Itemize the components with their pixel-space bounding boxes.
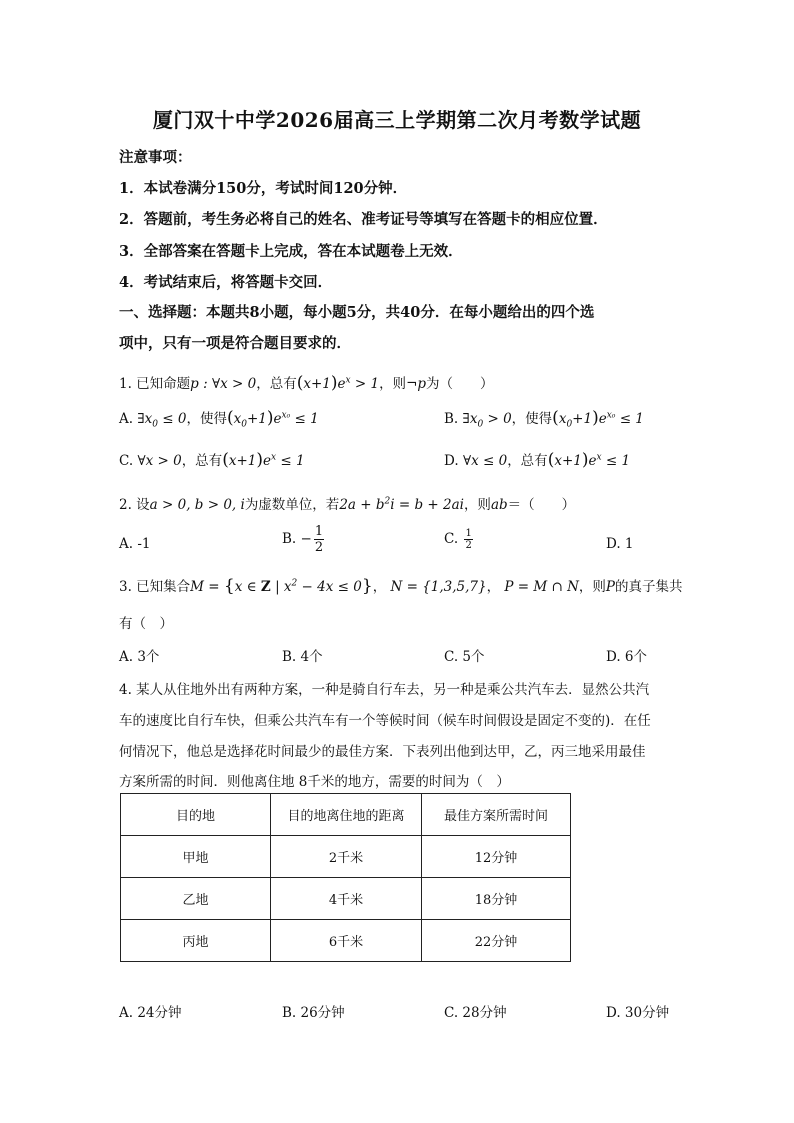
q2-fraction-c: $\frac{1}{2}$ — [465, 528, 472, 551]
q4-option-c[interactable]: C. 28分钟 — [444, 1005, 507, 1021]
table-row — [121, 878, 571, 920]
q1-formula: $(x+1)e^x > 1$ — [296, 373, 380, 393]
q4-option-a[interactable]: A. 24分钟 — [119, 1005, 182, 1021]
table-cell: 乙地 — [121, 878, 271, 920]
table-header-cell: 目的地离住地的距离 — [271, 794, 422, 836]
q1-stem — [119, 372, 494, 393]
q4-stem-line2: 车的速度比自行车快，但乘公共汽车有一个等候时间（候车时间假设是固定不变的)．在任 — [119, 713, 651, 729]
q2-option-d[interactable]: D. 1 — [606, 536, 634, 552]
section-heading-line2: 项中，只有一项是符合题目要求的． — [119, 335, 351, 352]
q1-end: 为（ ） — [426, 376, 494, 392]
q4-option-b[interactable]: B. 26分钟 — [282, 1005, 345, 1021]
distance-table — [120, 793, 571, 962]
q1-option-a[interactable]: A. $\exists x_0 \le 0$，使得$(x_0+1)e^{x_0} \le 1$ — [119, 408, 319, 430]
q1-tail: ，则 — [379, 376, 407, 392]
q1-lead: 1. 已知命题 — [119, 376, 191, 392]
q1-prop-p: p : ∀x > 0 — [190, 376, 257, 392]
table-cell: 丙地 — [121, 920, 271, 962]
q2-stem: 2. 设a > 0, b > 0, i为虚数单位，若$2a + b^2i = b + 2ai$，则ab＝（ ） — [119, 496, 576, 513]
table-cell: 18分钟 — [422, 878, 571, 920]
table-cell: 22分钟 — [422, 920, 571, 962]
notice-item-1: 1．本试卷满分150分，考试时间120分钟． — [119, 180, 408, 197]
table-cell: 12分钟 — [422, 836, 571, 878]
q2-option-b[interactable]: B. − $\frac{1}{2}$ — [282, 524, 324, 555]
q1-option-c[interactable]: C. ∀x > 0，总有$(x+1)e^x \le 1$ — [119, 450, 305, 470]
table-header-row — [121, 794, 571, 836]
table-header-cell: 目的地 — [121, 794, 271, 836]
q1-option-b[interactable]: B. $\exists x_0 > 0$，使得$(x_0+1)e^{x_0} \le 1$ — [444, 408, 644, 430]
table-header-cell: 最佳方案所需时间 — [422, 794, 571, 836]
notice-item-4: 4．考试结束后，将答题卡交回． — [119, 274, 333, 291]
table-cell: 4千米 — [271, 878, 422, 920]
q2-option-c[interactable]: C. $\frac{1}{2}$ — [444, 528, 472, 551]
q1-option-d[interactable]: D. ∀x ≤ 0，总有$(x+1)e^x \le 1$ — [444, 450, 631, 470]
section-heading-line1: 一、选择题：本题共8小题，每小题5分，共40分．在每小题给出的四个选 — [119, 304, 595, 321]
q1-neg-p: ¬p — [406, 376, 427, 392]
table-cell: 2千米 — [271, 836, 422, 878]
q3-option-b[interactable]: B. 4个 — [282, 649, 323, 665]
page-title: 厦门双十中学2026届高三上学期第二次月考数学试题 — [152, 108, 642, 132]
notice-heading: 注意事项： — [119, 149, 192, 166]
notice-item-3: 3．全部答案在答题卡上完成，答在本试题卷上无效． — [119, 243, 463, 260]
q4-option-d[interactable]: D. 30分钟 — [606, 1005, 670, 1021]
table-cell: 6千米 — [271, 920, 422, 962]
notice-item-2: 2．答题前，考生务必将自己的姓名、准考证号等填写在答题卡的相应位置． — [119, 211, 608, 228]
q4-stem-line1: 4. 某人从住地外出有两种方案，一种是骑自行车去，另一种是乘公共汽车去．显然公共汽 — [119, 682, 650, 698]
q4-stem-line4: 方案所需的时间．则他离住地 8千米的地方，需要的时间为（ ） — [119, 774, 510, 790]
q3-stem: 3. 已知集合M = {x ∈ Z | $x^2 - 4x \le 0$}， N = {1,3,5,7}， P = M ∩ N，则P的真子集共 — [119, 576, 683, 596]
q2-option-a[interactable]: A. -1 — [119, 536, 151, 552]
table-cell: 甲地 — [121, 836, 271, 878]
q3-option-a[interactable]: A. 3个 — [119, 649, 160, 665]
q1-mid: ，总有 — [256, 376, 297, 392]
q2-fraction-b: $\frac{1}{2}$ — [314, 524, 324, 555]
table-row — [121, 920, 571, 962]
q3-option-c[interactable]: C. 5个 — [444, 649, 485, 665]
table-row — [121, 836, 571, 878]
q3-option-d[interactable]: D. 6个 — [606, 649, 648, 665]
q3-stem-line2: 有（ ） — [119, 616, 173, 632]
q4-stem-line3: 何情况下，他总是选择花时间最少的最佳方案．下表列出他到达甲，乙，丙三地采用最佳 — [119, 744, 646, 760]
